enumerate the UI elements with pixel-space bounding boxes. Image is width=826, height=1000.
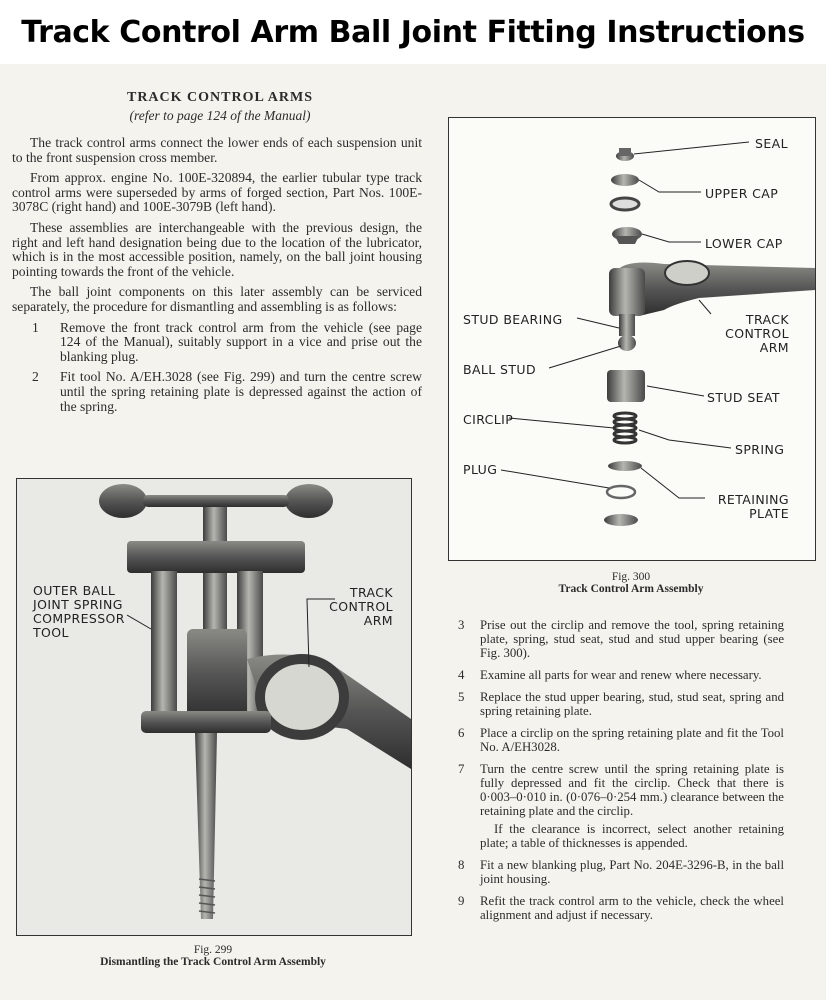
spring-part	[614, 413, 636, 443]
step-item	[458, 894, 784, 922]
bottom-plate	[141, 711, 271, 733]
label-ball-stud: BALL STUD	[463, 362, 536, 377]
step-text: Fit a new blanking plug, Part No. 204E-3296-B, in the ball joint housing.	[480, 858, 784, 886]
label-arm-1: TRACK	[349, 585, 393, 600]
arm-eye	[665, 261, 709, 285]
assembly-illustration	[449, 118, 815, 560]
step-text: Place a circlip on the spring retaining plate and fit the Tool No. A/EH3028.	[480, 726, 784, 754]
plug-part	[604, 514, 638, 526]
circlip-part	[607, 486, 635, 498]
label-arm-2: CONTROL	[725, 326, 789, 341]
label-arm-3: ARM	[759, 340, 789, 355]
lower-cap-base	[615, 236, 639, 244]
step-text: Remove the front track control arm from the vehicle (see page 124 of the Manual), suitably support in a vice and prise out the blanking plug.	[60, 319, 422, 364]
step-item	[458, 690, 784, 718]
step-number: 1	[32, 319, 39, 335]
ball-housing	[609, 268, 645, 316]
step-item	[458, 762, 784, 818]
step-number: 2	[32, 369, 39, 385]
caption-number: Fig. 300	[611, 571, 651, 583]
step-text: Examine all parts for wear and renew where necessary.	[480, 668, 762, 682]
step-item	[12, 321, 422, 365]
stud-seat-part	[607, 370, 645, 402]
step-number: 6	[458, 726, 465, 740]
caption-title: Track Control Arm Assembly	[558, 583, 704, 595]
seal-top	[619, 148, 631, 156]
label-seal: SEAL	[755, 136, 788, 151]
label-tool-1: OUTER BALL	[33, 583, 116, 598]
section-heading	[20, 90, 420, 124]
label-stud-bearing: STUD BEARING	[463, 312, 563, 327]
handle-bar	[143, 495, 289, 507]
banner-title: Track Control Arm Ball Joint Fitting Instructions	[21, 14, 805, 50]
tool-illustration	[17, 479, 411, 935]
intro-paragraph: These assemblies are interchangeable with the previous design, the right and left hand designation being due to the location of the lubricator, which is in the most accessible position, namely, on the ball joint housing pointing towards the front of the vehicle.	[12, 219, 422, 279]
banner	[0, 0, 826, 64]
label-retaining-2: PLATE	[749, 506, 789, 521]
retaining-plate-part	[608, 461, 642, 471]
step-text: Fit tool No. A/EH.3028 (see Fig. 299) and turn the centre screw until the spring retaining plate is depressed against the action of the spring.	[60, 369, 422, 414]
housing	[187, 629, 247, 719]
upper-cap-part	[611, 174, 639, 186]
step-text: Refit the track control arm to the vehicle, check the wheel alignment and adjust if necessary.	[480, 894, 784, 922]
top-plate	[127, 541, 305, 573]
upper-cap-ring	[611, 198, 639, 210]
label-arm-3: ARM	[363, 613, 393, 628]
step-note: If the clearance is incorrect, select another retaining plate; a table of thicknesses is appended.	[480, 822, 784, 850]
section-title: TRACK CONTROL ARMS	[126, 90, 314, 105]
label-lower-cap: LOWER CAP	[705, 236, 783, 251]
step-number: 5	[458, 690, 465, 704]
label-spring: SPRING	[735, 442, 785, 457]
ball-stud-part	[618, 335, 636, 351]
handle-knob-left	[99, 484, 147, 518]
figure-299	[16, 478, 412, 936]
figure-300-caption	[448, 571, 814, 595]
figure-299-caption	[16, 944, 410, 968]
step-item	[458, 618, 784, 660]
right-column	[458, 618, 784, 930]
step-item	[458, 668, 784, 682]
arm-eye	[260, 659, 344, 735]
intro-paragraph: From approx. engine No. 100E-320894, the earlier tubular type track control arms were superseded by arms of forged section, Part Nos. 100E-3078C (right hand) and 100E-3079B (left hand).	[12, 170, 422, 215]
label-upper-cap: UPPER CAP	[705, 186, 779, 201]
step-text: Turn the centre screw until the spring retaining plate is fully depressed and fit the circlip. Check that there is 0·003–0·010 in. (0·076–0·254 mm.) clearance between the retaining plate and the circlip.	[480, 762, 784, 818]
step-number: 7	[458, 762, 465, 776]
stud-bearing-part	[619, 314, 635, 336]
step-text: Replace the stud upper bearing, stud, stud seat, spring and spring retaining plate.	[480, 690, 784, 718]
intro-paragraph: The ball joint components on this later assembly can be serviced separately, the procedure for dismantling and assembling is as follows:	[12, 284, 422, 314]
label-retaining-1: RETAINING	[717, 492, 789, 507]
steps-list-left	[12, 321, 422, 415]
step-item	[458, 858, 784, 886]
label-tool-2: JOINT SPRING	[33, 597, 123, 612]
step-item	[12, 370, 422, 414]
figure-300	[448, 117, 816, 561]
pillar-left	[151, 571, 177, 729]
label-tool-4: TOOL	[33, 625, 69, 640]
intro-paragraph: The track control arms connect the lower ends of each suspension unit to the front suspension cross member.	[12, 135, 422, 165]
section-subtitle: (refer to page 124 of the Manual)	[129, 108, 311, 123]
label-plug: PLUG	[463, 462, 498, 477]
label-stud-seat: STUD SEAT	[707, 390, 780, 405]
step-number: 4	[458, 668, 465, 682]
step-number: 9	[458, 894, 465, 908]
step-text: Prise out the circlip and remove the tool, spring retaining plate, spring, stud seat, stud and stud upper bearing (see Fig. 300).	[480, 618, 784, 660]
caption-title: Dismantling the Track Control Arm Assembly	[100, 956, 326, 968]
caption-number: Fig. 299	[193, 944, 233, 956]
step-item	[458, 726, 784, 754]
step-number: 3	[458, 618, 465, 632]
label-arm-1: TRACK	[745, 312, 789, 327]
step-number: 8	[458, 858, 465, 872]
label-tool-3: COMPRESSOR	[33, 611, 125, 626]
label-circlip: CIRCLIP	[463, 412, 514, 427]
left-column	[12, 136, 422, 420]
label-arm-2: CONTROL	[329, 599, 393, 614]
handle-knob-right	[285, 484, 333, 518]
